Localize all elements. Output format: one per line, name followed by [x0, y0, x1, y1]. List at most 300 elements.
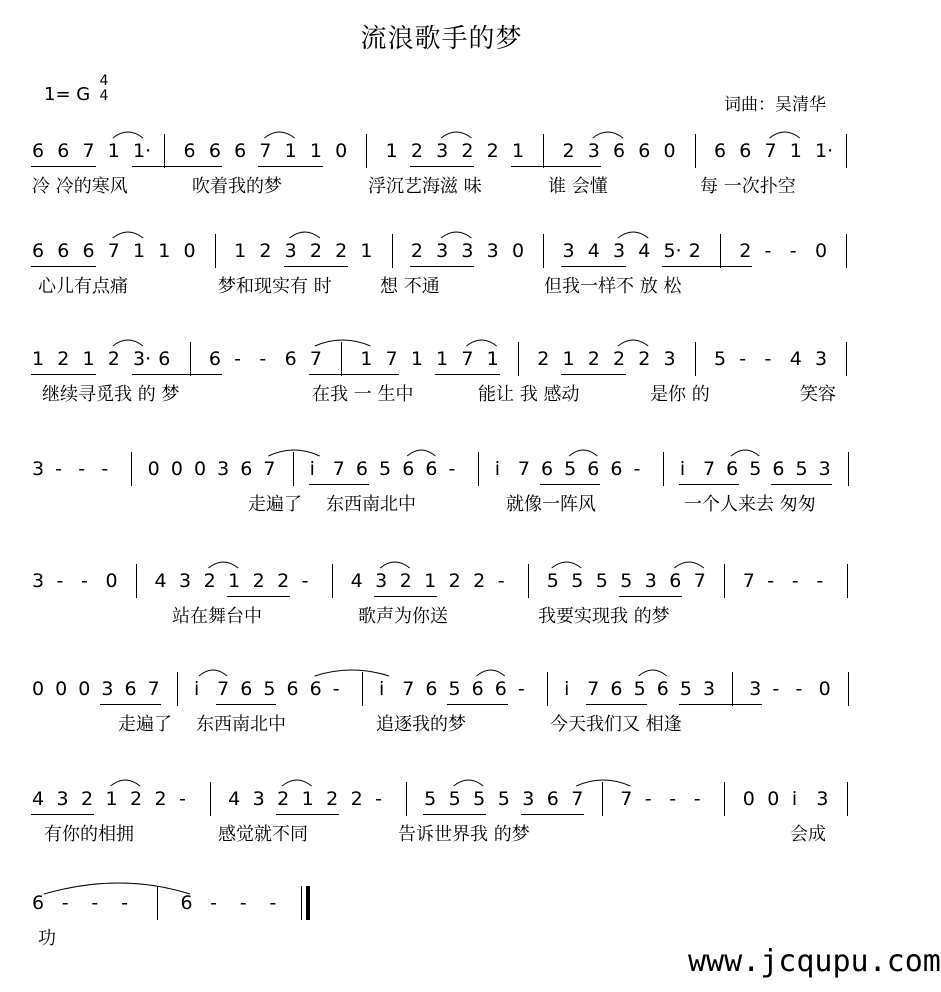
- note: 5: [448, 678, 461, 700]
- note: 5: [379, 458, 392, 480]
- note: 6: [240, 678, 253, 700]
- note: i: [379, 678, 385, 700]
- note: 6: [471, 678, 484, 700]
- note: 6: [714, 140, 727, 162]
- lyric-phrase: 告诉世界我 的梦: [398, 824, 530, 845]
- note: 5: [473, 788, 486, 810]
- note: 3: [663, 348, 676, 370]
- slur: [268, 450, 319, 456]
- notes-line: [0, 230, 883, 270]
- slur: [290, 232, 320, 238]
- note: 1: [82, 348, 95, 370]
- note: 3: [436, 140, 449, 162]
- note: 3: [101, 678, 114, 700]
- note: i: [791, 788, 798, 810]
- note: 6: [32, 240, 45, 262]
- note: 7: [693, 570, 706, 592]
- sustain-dash: -: [301, 570, 309, 592]
- note: 2: [612, 348, 626, 370]
- note: 1: [385, 140, 398, 162]
- note: 7: [571, 788, 584, 810]
- note: 7: [517, 458, 530, 480]
- note: 6: [355, 458, 368, 480]
- note: 1: [360, 348, 373, 370]
- score-system: [0, 230, 883, 340]
- note: 5: [633, 678, 646, 700]
- slur-layer: [0, 560, 883, 600]
- note: 1: [309, 140, 322, 162]
- sustain-dash: -: [81, 570, 88, 592]
- slur: [441, 132, 471, 138]
- note: 1·: [133, 140, 152, 162]
- note: 6: [32, 140, 45, 162]
- note: 1: [511, 140, 525, 162]
- note: 2: [448, 570, 461, 592]
- slur: [477, 670, 505, 676]
- note: i: [564, 678, 570, 700]
- note: 7: [587, 678, 600, 700]
- note: 1: [32, 348, 45, 370]
- slur-layer: [0, 230, 883, 270]
- lyric-phrase: 浮沉艺海滋 味: [368, 176, 482, 197]
- sustain-dash: -: [234, 348, 241, 370]
- note: 1: [133, 240, 146, 262]
- note: 6: [494, 678, 507, 700]
- note: 1: [105, 788, 118, 810]
- note: 5: [620, 570, 633, 592]
- lyric-phrase: 吹着我的梦: [192, 176, 282, 197]
- lyric-phrase: 歌声为你送: [358, 606, 448, 627]
- lyric-phrase: 追逐我的梦: [376, 714, 466, 735]
- time-signature-top: 4: [99, 73, 109, 89]
- note: 3: [702, 678, 716, 700]
- sustain-dash: -: [767, 570, 775, 592]
- score-system: [0, 560, 883, 670]
- note: 6: [208, 348, 221, 370]
- score-system: [0, 668, 883, 778]
- note: 6: [82, 240, 95, 262]
- note: 3: [375, 570, 388, 592]
- sustain-dash: -: [693, 788, 701, 810]
- note: 1: [562, 348, 575, 370]
- note: 2: [399, 570, 412, 592]
- sustain-dash: -: [497, 570, 505, 592]
- credit: 词曲：吴清华: [724, 95, 826, 115]
- lyric-phrase: 谁 会懂: [548, 176, 608, 197]
- note: 3: [562, 240, 575, 262]
- slur-layer: [0, 668, 883, 708]
- sustain-dash: -: [772, 678, 780, 700]
- note: 3: [436, 240, 449, 262]
- sustain-dash: -: [764, 348, 772, 370]
- note: 4: [638, 240, 651, 262]
- slur-layer: [0, 882, 883, 922]
- lyric-phrase: 心儿有点痛: [38, 276, 128, 297]
- sustain-dash: -: [121, 892, 128, 914]
- note: 6: [425, 458, 438, 480]
- note: 3: [816, 788, 829, 810]
- note: 5: [571, 570, 584, 592]
- note: 7: [259, 140, 272, 162]
- note: 3: [284, 240, 297, 262]
- lyrics-line: [0, 824, 883, 854]
- note: 2: [57, 348, 70, 370]
- lyric-phrase: 站在舞台中: [172, 606, 262, 627]
- lyric-phrase: 梦和现实有 时: [218, 276, 332, 297]
- note: 2: [473, 570, 486, 592]
- note: 3: [32, 570, 45, 592]
- note: 6: [180, 892, 193, 914]
- note: 0: [147, 458, 160, 480]
- sustain-dash: -: [179, 788, 186, 810]
- sustain-dash: -: [61, 892, 69, 914]
- notes-line: [0, 668, 883, 708]
- note: 3: [522, 788, 535, 810]
- note: 1: [158, 240, 171, 262]
- sustain-dash: -: [739, 348, 747, 370]
- note: 6: [309, 678, 322, 700]
- slur: [674, 562, 704, 568]
- time-signature: [96, 74, 112, 104]
- note: 0: [767, 788, 780, 810]
- note: 0: [818, 678, 831, 700]
- sustain-dash: -: [91, 892, 99, 914]
- note: 6: [57, 140, 70, 162]
- note: 5: [546, 570, 559, 592]
- key-signature: 1= G: [44, 84, 91, 105]
- note: 6: [739, 140, 752, 162]
- slur: [113, 340, 143, 346]
- sustain-dash: -: [55, 458, 62, 480]
- lyric-phrase: 走遍了: [118, 714, 172, 735]
- sustain-dash: -: [56, 570, 64, 592]
- slur: [731, 450, 759, 456]
- lyric-phrase: 继续寻觅我 的 梦: [42, 384, 180, 405]
- slur-layer: [0, 130, 883, 170]
- note: 6: [610, 458, 623, 480]
- note: 2: [638, 348, 651, 370]
- note: 2: [410, 240, 423, 262]
- note: 2: [335, 240, 348, 262]
- note: 6: [546, 788, 559, 810]
- note: 4: [32, 788, 45, 810]
- note: 6: [612, 140, 626, 162]
- note: 3·: [133, 348, 152, 370]
- slur: [282, 780, 312, 786]
- note: 3: [815, 348, 828, 370]
- note: 5: [749, 458, 762, 480]
- note: 2: [587, 348, 600, 370]
- note: 0: [55, 678, 68, 700]
- note: 5: [263, 678, 276, 700]
- slur: [315, 670, 389, 676]
- note: 3: [486, 240, 499, 262]
- note: 7: [217, 678, 230, 700]
- slur: [441, 232, 471, 238]
- lyric-phrase: 功: [38, 928, 56, 949]
- notes-line: [0, 882, 883, 922]
- lyric-phrase: 感觉就不同: [218, 824, 308, 845]
- slur: [770, 132, 800, 138]
- note: 4: [587, 240, 600, 262]
- note: 7: [82, 140, 95, 162]
- lyric-phrase: 有你的相拥: [44, 824, 134, 845]
- sustain-dash: -: [789, 240, 797, 262]
- lyric-phrase: 会成: [790, 824, 826, 845]
- note: 3: [749, 678, 762, 700]
- score-system: [0, 130, 883, 240]
- sustain-dash: -: [448, 458, 456, 480]
- sustain-dash: -: [101, 458, 109, 480]
- lyric-phrase: 冷 冷的寒风: [32, 176, 128, 197]
- lyric-phrase: 东西南北中: [326, 494, 416, 515]
- note: 3: [461, 240, 474, 262]
- note: 7: [620, 788, 633, 810]
- note: 7: [402, 678, 415, 700]
- note: 6: [284, 348, 297, 370]
- note: 2: [259, 240, 272, 262]
- note: 1: [107, 140, 120, 162]
- note: 2: [277, 570, 290, 592]
- note: 5: [564, 458, 577, 480]
- note: 1: [410, 348, 423, 370]
- note: 5·: [663, 240, 682, 262]
- slur: [111, 780, 141, 786]
- note: 7: [385, 348, 398, 370]
- slur: [315, 340, 371, 346]
- note: i: [494, 458, 501, 480]
- watermark: www.jcqupu.com: [688, 944, 941, 979]
- slur: [264, 132, 294, 138]
- lyrics-line: [0, 276, 883, 306]
- note: 2: [154, 788, 167, 810]
- note: 7: [309, 348, 322, 370]
- note: 3: [818, 458, 831, 480]
- sustain-dash: -: [517, 678, 525, 700]
- note: 6: [286, 678, 299, 700]
- note: 2: [486, 140, 499, 162]
- sustain-dash: -: [259, 348, 267, 370]
- notes-line: [0, 778, 883, 818]
- slur: [593, 132, 623, 138]
- sustain-dash: -: [332, 678, 340, 700]
- notes-line: [0, 130, 883, 170]
- note: 6: [124, 678, 137, 700]
- tie: [44, 883, 190, 894]
- note: 2: [309, 240, 322, 262]
- note: 2: [252, 570, 265, 592]
- note: 3: [56, 788, 69, 810]
- sustain-dash: -: [644, 788, 652, 810]
- score-system: [0, 338, 883, 448]
- note: 6: [208, 140, 221, 162]
- note: 1: [284, 140, 297, 162]
- lyric-phrase: 但我一样不 放 松: [544, 276, 682, 297]
- note: 6: [425, 678, 438, 700]
- slur-layer: [0, 778, 883, 818]
- note: 6: [57, 240, 70, 262]
- note: 4: [228, 788, 241, 810]
- note: 0: [335, 140, 348, 162]
- note: 6: [669, 570, 682, 592]
- note: 2: [537, 348, 550, 370]
- slur: [199, 670, 227, 676]
- note: 2: [410, 140, 423, 162]
- note: 0: [32, 678, 45, 700]
- note: 4: [350, 570, 363, 592]
- lyric-phrase: 每 一次扑空: [700, 176, 796, 197]
- lyric-phrase: 我要实现我 的梦: [538, 606, 670, 627]
- slur-layer: [0, 338, 883, 378]
- sustain-dash: -: [269, 892, 277, 914]
- note: i: [309, 458, 315, 480]
- note: 7: [764, 140, 777, 162]
- sustain-dash: -: [791, 570, 799, 592]
- lyric-phrase: 就像一阵风: [506, 494, 596, 515]
- note: 1: [234, 240, 247, 262]
- slur: [618, 232, 648, 238]
- sustain-dash: -: [764, 240, 772, 262]
- note: 2: [81, 788, 94, 810]
- note: 7: [147, 678, 160, 700]
- notes-line: [0, 448, 883, 488]
- note: 2: [461, 140, 474, 162]
- notes-line: [0, 560, 883, 600]
- note: 1: [301, 788, 314, 810]
- note: 2: [350, 788, 363, 810]
- slur: [380, 562, 410, 568]
- note: 3: [32, 458, 45, 480]
- note: 3: [612, 240, 626, 262]
- lyric-phrase: 笑容: [800, 384, 836, 405]
- slur: [113, 232, 143, 238]
- note: 1: [424, 570, 437, 592]
- note: 2: [130, 788, 143, 810]
- note: 0: [815, 240, 828, 262]
- note: 2: [203, 570, 216, 592]
- note: 6: [772, 458, 785, 480]
- note: 4: [154, 570, 167, 592]
- note: 7: [107, 240, 120, 262]
- note: 6: [158, 348, 171, 370]
- note: 6: [183, 140, 196, 162]
- note: 7: [702, 458, 716, 480]
- sustain-dash: -: [669, 788, 677, 810]
- note: 5: [424, 788, 437, 810]
- note: 7: [742, 570, 755, 592]
- note: 1·: [815, 140, 834, 162]
- note: 6: [638, 140, 651, 162]
- slur: [618, 340, 648, 346]
- note: 2: [562, 140, 575, 162]
- lyrics-line: [0, 176, 883, 206]
- slur-layer: [0, 448, 883, 488]
- sustain-dash: -: [210, 892, 217, 914]
- note: 1: [228, 570, 241, 592]
- slur: [639, 670, 667, 676]
- note: 5: [448, 788, 461, 810]
- note: 2: [277, 788, 290, 810]
- note: 0: [170, 458, 183, 480]
- note: 6: [32, 892, 45, 914]
- note: 0: [183, 240, 196, 262]
- note: 1: [360, 240, 373, 262]
- note: 3: [252, 788, 265, 810]
- note: 1: [486, 348, 499, 370]
- slur: [466, 340, 496, 346]
- lyric-phrase: 是你 的: [650, 384, 710, 405]
- slur: [454, 780, 484, 786]
- lyric-phrase: 想 不通: [380, 276, 440, 297]
- note: 2: [107, 348, 120, 370]
- note: 5: [595, 570, 608, 592]
- note: 6: [234, 140, 247, 162]
- lyric-phrase: 走遍了: [248, 494, 302, 515]
- note: 2: [739, 240, 752, 262]
- note: 5: [679, 678, 692, 700]
- note: 6: [402, 458, 415, 480]
- note: 1: [789, 140, 802, 162]
- note: 6: [587, 458, 600, 480]
- note: 0: [663, 140, 676, 162]
- slur: [576, 780, 630, 786]
- sustain-dash: -: [375, 788, 382, 810]
- score-system: [0, 448, 883, 558]
- note: 6: [656, 678, 669, 700]
- note: i: [193, 678, 200, 700]
- lyric-phrase: 东西南北中: [196, 714, 286, 735]
- note: 5: [795, 458, 808, 480]
- slur: [209, 562, 239, 568]
- note: 7: [461, 348, 474, 370]
- lyric-phrase: 一个人来去 匆匆: [684, 494, 816, 515]
- note: 6: [240, 458, 253, 480]
- note: 5: [714, 348, 727, 370]
- time-signature-bottom: 4: [99, 88, 109, 104]
- note: 6: [541, 458, 554, 480]
- note: 2: [326, 788, 339, 810]
- note: 0: [193, 458, 207, 480]
- note: 5: [497, 788, 510, 810]
- note: 1: [436, 348, 449, 370]
- note: 3: [587, 140, 600, 162]
- sustain-dash: -: [239, 892, 247, 914]
- note: 3: [217, 458, 230, 480]
- note: 4: [789, 348, 802, 370]
- score-system: [0, 778, 883, 888]
- slur: [407, 450, 435, 456]
- note: 2: [688, 240, 701, 262]
- lyrics-line: [0, 494, 883, 524]
- note: 6: [610, 678, 623, 700]
- lyric-phrase: 今天我们又 相逢: [550, 714, 682, 735]
- note: i: [679, 458, 686, 480]
- note: 0: [105, 570, 118, 592]
- lyrics-line: [0, 714, 883, 744]
- note: 3: [644, 570, 657, 592]
- note: 3: [179, 570, 192, 592]
- slur: [552, 562, 582, 568]
- note: 7: [263, 458, 276, 480]
- sustain-dash: -: [633, 458, 641, 480]
- slur: [113, 132, 143, 138]
- note: 0: [511, 240, 525, 262]
- note: 6: [726, 458, 739, 480]
- lyrics-line: [0, 606, 883, 636]
- lyric-phrase: 在我 一 生中: [312, 384, 414, 405]
- note: 0: [742, 788, 755, 810]
- note: 0: [78, 678, 91, 700]
